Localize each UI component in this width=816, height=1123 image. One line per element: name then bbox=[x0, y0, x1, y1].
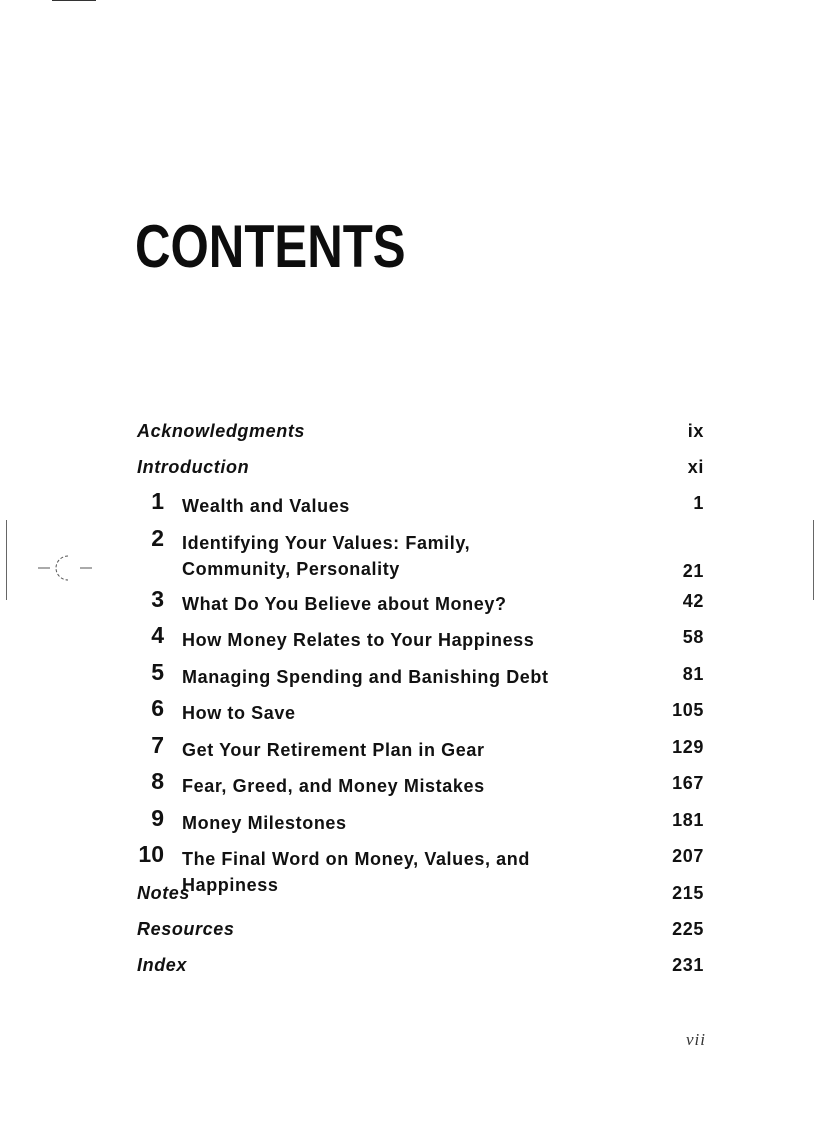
toc-entry bbox=[137, 880, 704, 916]
entry-label: Managing Spending and Banishing Debt bbox=[182, 666, 549, 687]
chapter-number: 4 bbox=[151, 622, 164, 648]
toc-entry bbox=[137, 658, 704, 698]
chapter-number: 2 bbox=[151, 524, 164, 551]
toc-entry bbox=[137, 454, 704, 490]
entry-page-number: 231 bbox=[672, 954, 704, 975]
entry-page-number: 129 bbox=[672, 736, 704, 757]
page-folio: vii bbox=[686, 1030, 706, 1049]
entry-label: How to Save bbox=[182, 703, 296, 723]
toc-entry bbox=[137, 804, 704, 844]
entry-label: Money Milestones bbox=[182, 812, 347, 833]
entry-page-number: 58 bbox=[682, 627, 704, 647]
toc-entry bbox=[137, 916, 704, 952]
registration-mark-icon bbox=[38, 548, 98, 588]
entry-label: Notes bbox=[137, 882, 191, 903]
toc-entry bbox=[137, 697, 704, 734]
entry-page-number: 225 bbox=[672, 918, 704, 939]
entry-page-number: xi bbox=[687, 457, 704, 477]
entry-page-number: 81 bbox=[682, 663, 704, 684]
page-edge-right bbox=[813, 520, 814, 600]
toc-entry bbox=[137, 770, 704, 807]
toc-entry bbox=[137, 524, 704, 588]
table-of-contents bbox=[137, 418, 704, 988]
toc-entry bbox=[137, 731, 704, 771]
entry-page-number: ix bbox=[687, 421, 704, 441]
entry-page-number: 42 bbox=[682, 590, 704, 611]
entry-label: How Money Relates to Your Happiness bbox=[182, 630, 535, 650]
entry-label: Fear, Greed, and Money Mistakes bbox=[182, 776, 485, 796]
entry-label: Identifying Your Values: Family, Community, Personality bbox=[182, 532, 471, 579]
entry-page-number: 1 bbox=[693, 493, 704, 513]
entry-label: Wealth and Values bbox=[182, 496, 350, 516]
entry-page-number: 167 bbox=[672, 773, 704, 793]
chapter-number: 8 bbox=[151, 768, 164, 794]
entry-page-number: 215 bbox=[672, 882, 704, 903]
entry-page-number: 207 bbox=[672, 846, 704, 866]
entry-page-number: 105 bbox=[672, 700, 704, 720]
chapter-number: 9 bbox=[151, 804, 164, 831]
chapter-number: 6 bbox=[151, 695, 164, 721]
entry-label: Introduction bbox=[137, 457, 250, 477]
chapter-number: 10 bbox=[138, 841, 164, 867]
entry-label: Get Your Retirement Plan in Gear bbox=[182, 739, 485, 760]
toc-entry bbox=[137, 418, 704, 454]
toc-entry bbox=[137, 952, 704, 988]
entry-label: Resources bbox=[137, 918, 235, 939]
entry-label: The Final Word on Money, Values, and Happiness bbox=[182, 849, 530, 895]
page-title: CONTENTS bbox=[135, 213, 406, 280]
toc-entry bbox=[137, 490, 704, 527]
page-edge-left bbox=[6, 520, 7, 600]
entry-label: Index bbox=[137, 954, 188, 975]
toc-entry bbox=[137, 585, 704, 625]
entry-label: Acknowledgments bbox=[137, 421, 306, 441]
chapter-number: 3 bbox=[151, 585, 164, 612]
chapter-number: 7 bbox=[151, 731, 164, 758]
chapter-number: 1 bbox=[151, 488, 164, 514]
chapter-number: 5 bbox=[151, 658, 164, 685]
entry-page-number: 21 bbox=[682, 560, 704, 581]
crop-mark-top bbox=[52, 0, 96, 1]
toc-entry bbox=[137, 624, 704, 661]
entry-label: What Do You Believe about Money? bbox=[182, 593, 507, 614]
entry-page-number: 181 bbox=[672, 809, 704, 830]
